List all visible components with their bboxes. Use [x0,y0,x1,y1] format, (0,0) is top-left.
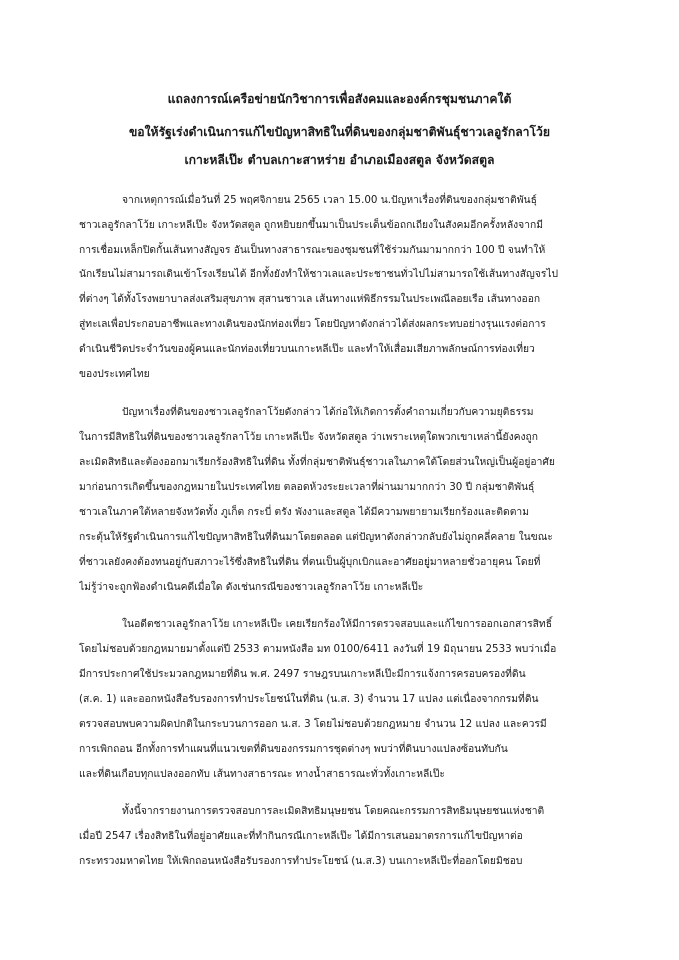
text-line: ละเมิดสิทธิและต้องออกมาเรียกร้องสิทธิในที่ดิน ทั้งที่กลุ่มชาติพันธุ์ชาวเลในภาคใต้โดยส่วนใหญ่เป็นผู้อยู่อาศัย [79,456,555,468]
text-line: ทั้งนี้จากรายงานการตรวจสอบการละเมิดสิทธิมนุษยชน โดยคณะกรรมการสิทธิมนุษยชนแห่งชาติ [122,805,545,817]
text-line: ที่ชาวเลยังคงต้องทนอยู่กับสภาวะไร้ซึ่งสิทธิในที่ดิน ที่ตนเป็นผู้บุกเบิกและอาศัยอยู่มาหลายชั่วอายุคน โดยที่ [79,556,541,568]
text-line: ตรวจสอบพบความผิดปกติในกระบวนการออก น.ส. 3 โดยไม่ชอบด้วยกฎหมาย จำนวน 12 แปลง และควรมี [79,718,547,730]
text-line: จากเหตุการณ์เมื่อวันที่ 25 พฤศจิกายน 2565 เวลา 15.00 น.ปัญหาเรื่องที่ดินของกลุ่มชาติพันธุ์ [122,194,537,206]
text-line: การเชื่อมเหล็กปิดกั้นเส้นทางสัญจร อันเป็นทางสาธารณะของชุมชนที่ใช้ร่วมกันมามากกว่า 100 ปี จนทำให้ [79,244,546,256]
text-line: มีการประกาศใช้ประมวลกฎหมายที่ดิน พ.ศ. 2497 ราษฎรบนเกาะหลีเป๊ะมีการแจ้งการครอบครองที่ดิน [79,668,526,680]
statement-subject-line-2: เกาะหลีเป๊ะ ตำบลเกาะสาหร่าย อำเภอเมืองสตูล จังหวัดสตูล [184,153,495,167]
text-line: ชาวเลในภาคใต้หลายจังหวัดทั้ง ภูเก็ต กระบี่ ตรัง พังงาและสตูล ได้มีความพยายามเรียกร้องและติดตาม [79,506,529,518]
text-line: ของประเทศไทย [79,368,150,380]
text-line: ปัญหาเรื่องที่ดินของชาวเลอูรักลาโว้ยดังกล่าว ได้ก่อให้เกิดการตั้งคำถามเกี่ยวกับความยุติธรรม [122,406,534,418]
statement-subject-line-1: ขอให้รัฐเร่งดำเนินการแก้ไขปัญหาสิทธิในที่ดินของกลุ่มชาติพันธุ์ชาวเลอูรักลาโว้ย [128,125,551,139]
text-line: สู่ทะเลเพื่อประกอบอาชีพและทางเดินของนักท่องเที่ยว โดยปัญหาดังกล่าวได้ส่งผลกระทบอย่างรุนแรงต่อการ [79,318,546,330]
text-line: การเพิกถอน อีกทั้งการทำแผนที่แนวเขตที่ดินของกรรมการชุดต่างๆ พบว่าที่ดินบางแปลงซ้อนทับกัน [79,743,508,755]
text-line: ในอดีตชาวเลอูรักลาโว้ย เกาะหลีเป๊ะ เคยเรียกร้องให้มีการตรวจสอบและแก้ไขการออกเอกสารสิทธิ์ [122,618,552,630]
text-line: และที่ดินเกือบทุกแปลงออกทับ เส้นทางสาธารณะ ทางน้ำสาธารณะทั่วทั้งเกาะหลีเป๊ะ [79,768,445,780]
text-line: (ส.ค. 1) และออกหนังสือรับรองการทำประโยชน์ในที่ดิน (น.ส. 3) จำนวน 17 แปลง แต่เนื่องจากกรมที่ดิน [79,693,539,705]
text-line: กระตุ้นให้รัฐดำเนินการแก้ไขปัญหาสิทธิในที่ดินมาโดยตลอด แต่ปัญหาดังกล่าวกลับยังไม่ถูกคลี่คลาย ในขณะ [79,531,553,543]
text-line: ที่ต่างๆ ได้ทั้งโรงพยาบาลส่งเสริมสุขภาพ สุสานชาวเล เส้นทางแห่พิธีกรรมในประเพณีลอยเรือ เส้นทางออก [79,293,541,305]
text-line: กระทรวงมหาดไทย ให้เพิกถอนหนังสือรับรองการทำประโยชน์ (น.ส.3) บนเกาะหลีเป๊ะที่ออกโดยมิชอบ [79,855,523,867]
text-line: โดยไม่ชอบด้วยกฎหมายมาตั้งแต่ปี 2533 ตามหนังสือ มท 0100/6411 ลงวันที่ 19 มิถุนายน 2533 พบว่าเมื่อ [79,643,557,655]
statement-heading: แถลงการณ์เครือข่ายนักวิชาการเพื่อสังคมและองค์กรชุมชนภาคใต้ [167,92,512,106]
text-line: นักเรียนไม่สามารถเดินเข้าโรงเรียนได้ อีกทั้งยังทำให้ชาวเลและประชาชนทั่วไปไม่สามารถใช้เส้นทางสัญจรไป [79,268,559,280]
text-line: มาก่อนการเกิดขึ้นของกฎหมายในประเทศไทย ตลอดห้วงระยะเวลาที่ผ่านมามากกว่า 30 ปี กลุ่มชาติพันธุ์ [79,481,535,493]
text-line: ชาวเลอูรักลาโว้ย เกาะหลีเป๊ะ จังหวัดสตูล ถูกหยิบยกขึ้นมาเป็นประเด็นข้อถกเถียงในสังคมอีกครั้งหลังจากมี [79,219,544,231]
text-line: ไม่รู้ว่าจะถูกฟ้องดำเนินคดีเมื่อใด ดังเช่นกรณีของชาวเลอูรักลาโว้ย เกาะหลีเป๊ะ [79,581,424,593]
text-line: ในการมีสิทธิในที่ดินของชาวเลอูรักลาโว้ย เกาะหลีเป๊ะ จังหวัดสตูล ว่าเพราะเหตุใดพวกเขาเหล่านี้ยังคงถูก [79,431,538,443]
text-line: เมื่อปี 2547 เรื่องสิทธิในที่อยู่อาศัยและที่ทำกินกรณีเกาะหลีเป๊ะ ได้มีการเสนอมาตรการแก้ไขปัญหาต่อ [79,830,523,842]
text-line: ดำเนินชีวิตประจำวันของผู้คนและนักท่องเที่ยวบนเกาะหลีเป๊ะ และทำให้เสื่อมเสียภาพลักษณ์การท่องเที่ยว [79,343,535,355]
